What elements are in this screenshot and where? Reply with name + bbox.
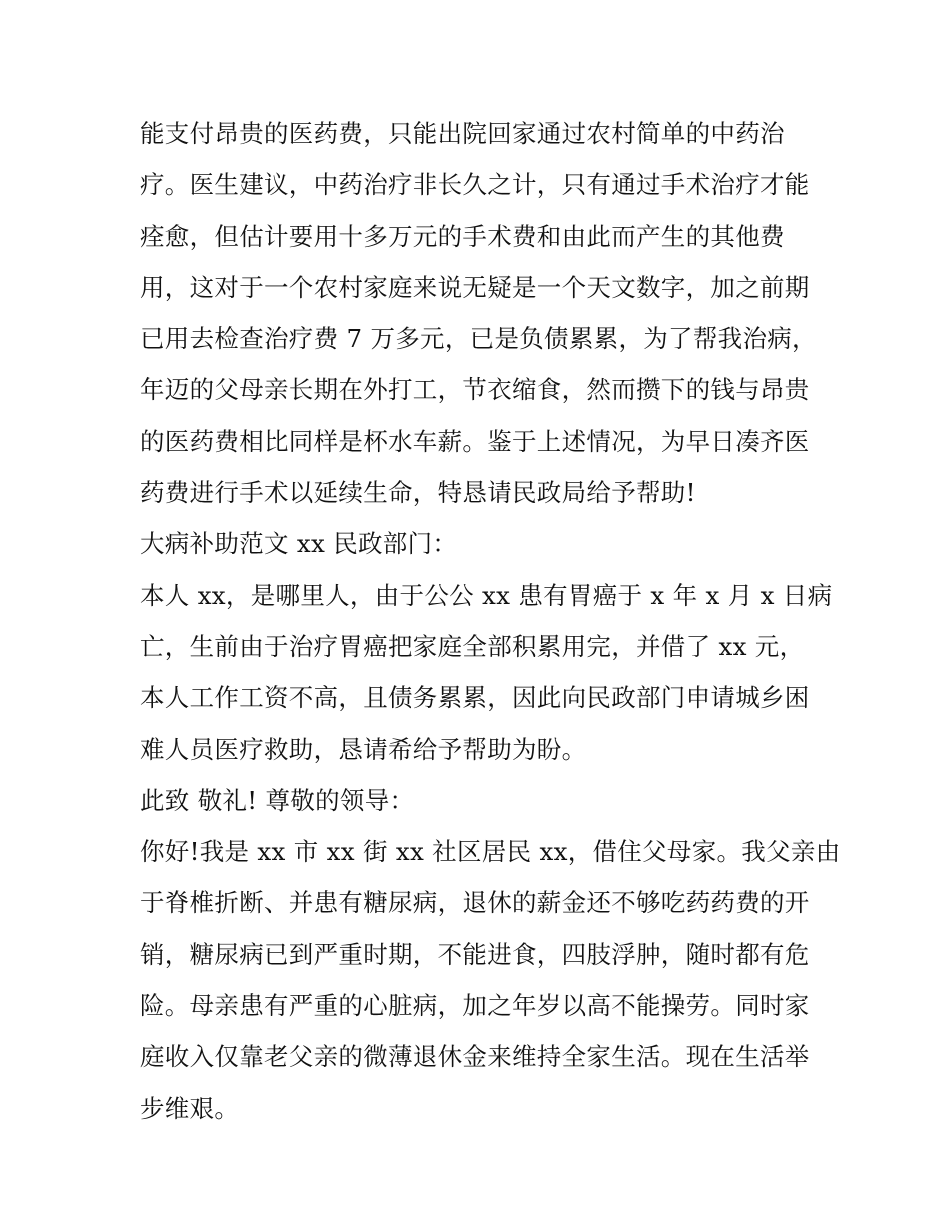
- text-line: 庭收入仅靠老父亲的微薄退休金来维持全家生活。现在生活举: [140, 1042, 810, 1072]
- text-line: 的医药费相比同样是杯水车薪。鉴于上述情况，为早日凑齐医: [140, 426, 810, 456]
- text-line: 年迈的父母亲长期在外打工，节衣缩食，然而攒下的钱与昂贵: [140, 375, 810, 405]
- text-line: 本人 xx，是哪里人，由于公公 xx 患有胃癌于 x 年 x 月 x 日病: [140, 580, 833, 610]
- text-line: 本人工作工资不高，且债务累累，因此向民政部门申请城乡困: [140, 683, 810, 713]
- section-heading: 大病补助范文 xx 民政部门：: [140, 529, 458, 559]
- text-line: 用，这对于一个农村家庭来说无疑是一个天文数字，加之前期: [140, 272, 810, 302]
- text-line: 已用去检查治疗费 7 万多元，已是负债累累，为了帮我治病，: [140, 324, 817, 354]
- salutation-line: 此致 敬礼! 尊敬的领导：: [140, 785, 415, 815]
- text-line: 险。母亲患有严重的心脏病，加之年岁以高不能操劳。同时家: [140, 991, 810, 1021]
- text-line: 步维艰。: [140, 1093, 240, 1123]
- body-text: [140, 108, 841, 1134]
- text-line: 能支付昂贵的医药费，只能出院回家通过农村简单的中药治: [140, 119, 785, 148]
- text-line: 于脊椎折断、并患有糖尿病，退休的薪金还不够吃药药费的开: [140, 888, 810, 918]
- text-line: 亡，生前由于治疗胃癌把家庭全部积累用完，并借了 xx 元，: [140, 631, 805, 661]
- text-line: 药费进行手术以延续生命，特恳请民政局给予帮助!: [140, 478, 696, 508]
- text-line: 疗。医生建议，中药治疗非长久之计，只有通过手术治疗才能: [140, 170, 810, 200]
- text-line: 你好!我是 xx 市 xx 街 xx 社区居民 xx，借住父母家。我父亲由: [140, 837, 841, 867]
- text-line: 销，糖尿病已到严重时期，不能进食，四肢浮肿，随时都有危: [140, 939, 810, 969]
- text-line: 痊愈，但估计要用十多万元的手术费和由此而产生的其他费: [140, 221, 785, 251]
- text-line: 难人员医疗救助，恳请希给予帮助为盼。: [140, 734, 587, 764]
